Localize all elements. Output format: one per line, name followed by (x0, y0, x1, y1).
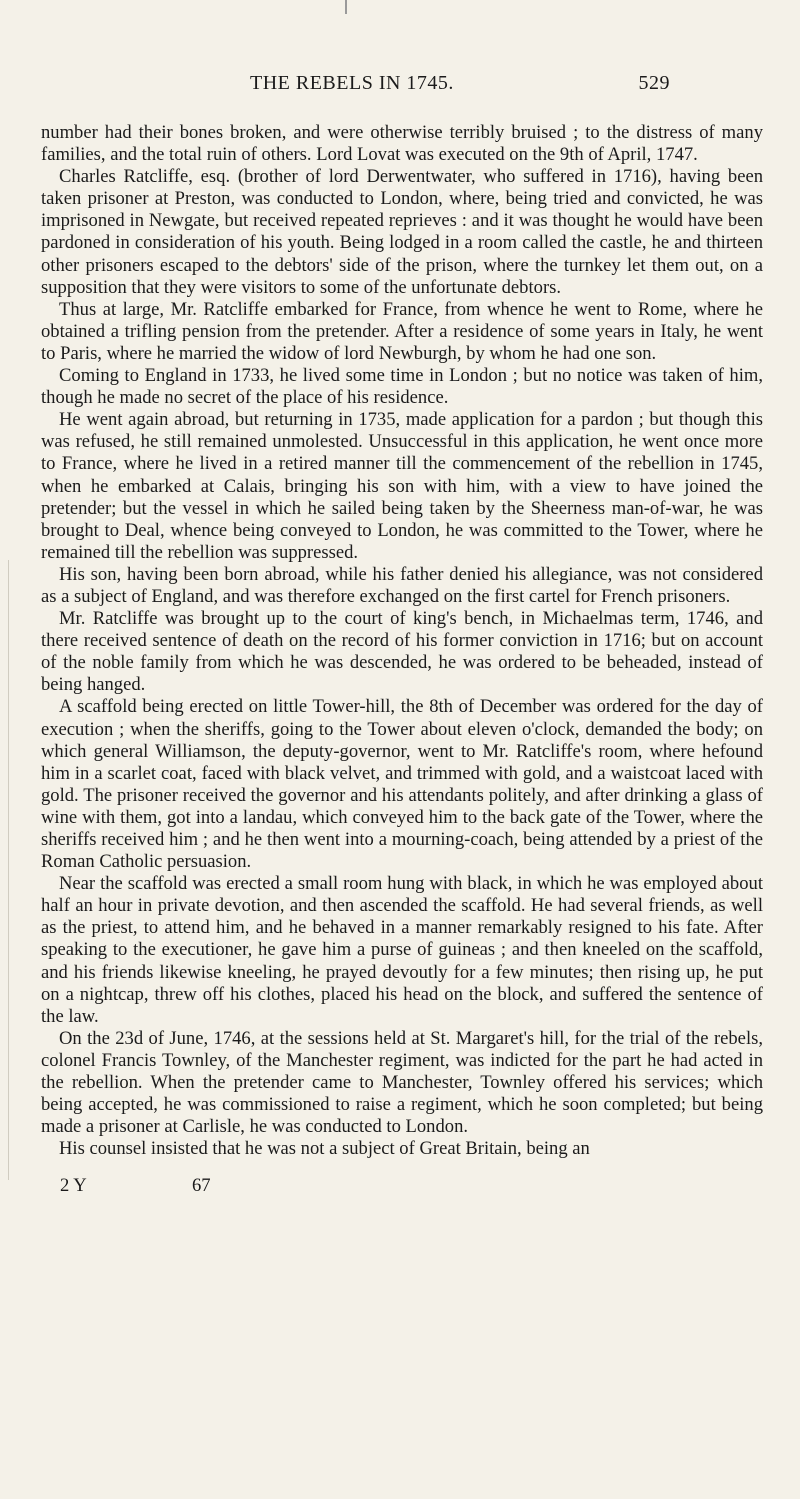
body-text (41, 122, 763, 1160)
paragraph: A scaffold being erected on little Tower-hill, the 8th of December was ordered for the day of execution ; when the sheriffs, going to the Tower about eleven o'clock, demanded the body; on which general Williamson, the deputy-governor, went to Mr. Ratcliffe's room, where hefound him in a scarlet coat, faced with black velvet, and trimmed with gold, and a waistcoat laced with gold. The prisoner received the governor and his attendants politely, and after drinking a glass of wine with them, got into a landau, which conveyed him to the back gate of the Tower, where the sheriffs received him ; and he then went into a mourning-coach, being attended by a priest of the Roman Catholic persuasion. (41, 696, 763, 873)
paragraph: His son, having been born abroad, while his father denied his allegiance, was not considered as a subject of England, and was therefore exchanged on the first cartel for French prisoners. (41, 563, 763, 607)
margin-mark (345, 0, 347, 14)
signature-mark: 2 Y (60, 1175, 87, 1196)
paragraph: He went again abroad, but returning in 1735, made application for a pardon ; but though this was refused, he still remained unmolested. Unsuccessful in this application, he went once more to France, where he lived in a retired manner till the commencement of the rebellion in 1745, when he embarked at Calais, bringing his son with him, with a view to have joined the pretender; but the vessel in which he sailed being taken by the Sheerness man-of-war, he was brought to Deal, whence being conveyed to London, he was committed to the Tower, where he remained till the rebellion was suppressed. (41, 409, 763, 563)
page-edge-shadow (8, 560, 9, 1180)
paragraph: number had their bones broken, and were otherwise terribly bruised ; to the distress of many families, and the total ruin of others. Lord Lovat was executed on the 9th of April, 1747. (41, 122, 763, 166)
page-number: 529 (638, 72, 670, 94)
paragraph: On the 23d of June, 1746, at the sessions held at St. Margaret's hill, for the trial of the rebels, colonel Francis Townley, of the Manchester regiment, was indicted for the part he had acted in the rebellion. When the pretender came to Manchester, Townley offered his services; which being accepted, he was commissioned to raise a regiment, which he soon completed; but being made a prisoner at Carlisle, he was conducted to London. (41, 1027, 763, 1138)
paragraph: Coming to England in 1733, he lived some time in London ; but no notice was taken of him, though he made no secret of the place of his residence. (41, 365, 763, 409)
paragraph: Charles Ratcliffe, esq. (brother of lord Derwentwater, who suffered in 1716), having been taken prisoner at Preston, was conducted to London, where, being tried and convicted, he was imprisoned in Newgate, but received repeated reprieves : and it was thought he would have been pardoned in consideration of his youth. Being lodged in a room called the castle, he and thirteen other prisoners escaped to the debtors' side of the prison, where the turnkey let them out, on a supposition that they were visitors to some of the unfortunate debtors. (41, 166, 763, 298)
paragraph: Near the scaffold was erected a small room hung with black, in which he was employed about half an hour in private devotion, and then ascended the scaffold. He had several friends, as well as the priest, to attend him, and he behaved in a manner remarkably resigned to his fate. After speaking to the executioner, he gave him a purse of guineas ; and then kneeled on the scaffold, and his friends likewise kneeling, he prayed devoutly for a few minutes; then rising up, he put on a nightcap, threw off his clothes, placed his head on the block, and suffered the sentence of the law. (41, 873, 763, 1027)
running-title: THE REBELS IN 1745. (250, 72, 454, 94)
paragraph: His counsel insisted that he was not a subject of Great Britain, being an (59, 1138, 590, 1160)
paragraph: Thus at large, Mr. Ratcliffe embarked for France, from whence he went to Rome, where he obtained a trifling pension from the pretender. After a residence of some years in Italy, he went to Paris, where he married the widow of lord Newburgh, by whom he had one son. (41, 298, 763, 364)
paragraph: Mr. Ratcliffe was brought up to the court of king's bench, in Michaelmas term, 1746, and there received sentence of death on the record of his former conviction in 1716; but on account of the noble family from which he was descended, he was ordered to be beheaded, instead of being hanged. (41, 608, 763, 696)
sheet-number: 67 (192, 1175, 211, 1196)
running-header (250, 72, 670, 102)
